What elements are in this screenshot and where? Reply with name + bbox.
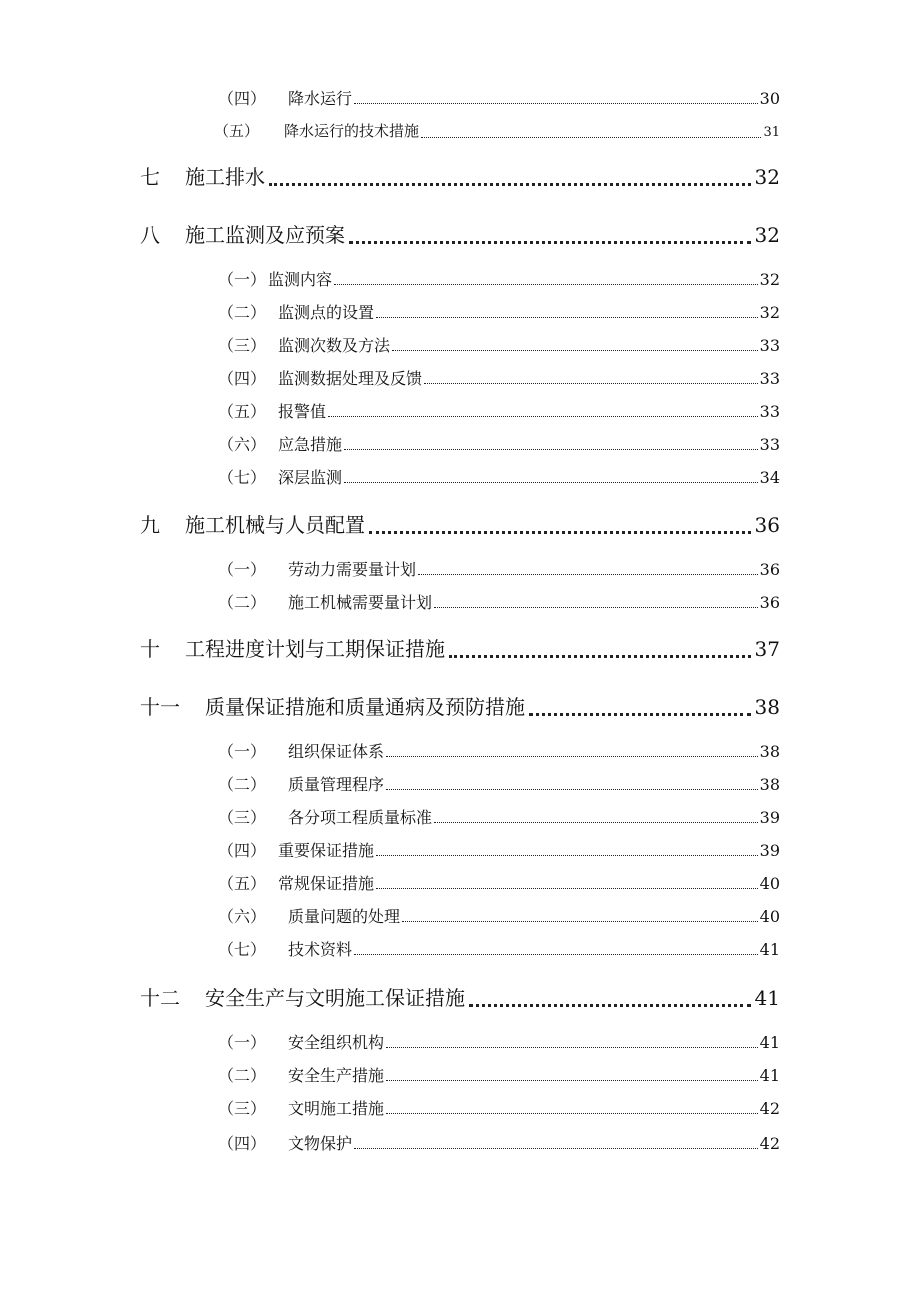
toc-entry-number: 七 <box>140 165 160 189</box>
toc-leader-dots <box>392 350 758 351</box>
toc-entry-page: 33 <box>759 369 780 388</box>
toc-entry-number: （四） <box>218 1134 267 1153</box>
toc-entry-number: （五） <box>218 874 267 893</box>
toc-entry-page: 40 <box>759 907 780 926</box>
toc-leader-dots <box>376 317 758 318</box>
toc-entry-title: 施工机械与人员配置 <box>185 513 365 537</box>
toc-entry-title: 监测内容 <box>268 270 333 289</box>
toc-entry-number: 八 <box>140 223 160 247</box>
toc-leader-dots <box>376 888 758 889</box>
toc-entry-number: （一） <box>218 270 267 289</box>
toc-leader-dots <box>418 574 758 575</box>
toc-entry[interactable] <box>140 509 780 539</box>
toc-entry-page: 41 <box>759 1066 780 1085</box>
toc-entry-page: 32 <box>759 303 780 322</box>
toc-entry-title: 质量问题的处理 <box>288 907 401 926</box>
toc-entry-title: 监测次数及方法 <box>278 336 391 355</box>
toc-entry-page: 41 <box>759 940 780 959</box>
toc-entry-number: （六） <box>218 435 267 454</box>
toc-entry-page: 33 <box>759 435 780 454</box>
toc-entry-number: （二） <box>218 1066 267 1085</box>
toc-leader-dots <box>376 855 758 856</box>
toc-entry[interactable] <box>218 1131 780 1153</box>
toc-entry-title: 常规保证措施 <box>278 874 375 893</box>
toc-leader-dots <box>369 531 751 534</box>
toc-entry[interactable] <box>218 333 780 355</box>
toc-entry-page: 36 <box>754 513 780 537</box>
toc-entry-page: 38 <box>759 775 780 794</box>
toc-entry-page: 41 <box>754 986 780 1010</box>
toc-entry[interactable] <box>214 120 780 142</box>
toc-entry-title: 监测数据处理及反馈 <box>278 369 423 388</box>
toc-entry-number: （四） <box>218 841 267 860</box>
toc-entry-page: 38 <box>759 742 780 761</box>
toc-entry[interactable] <box>218 300 780 322</box>
toc-entry[interactable] <box>140 161 780 191</box>
toc-entry[interactable] <box>218 267 780 289</box>
toc-entry-number: （三） <box>218 808 267 827</box>
toc-leader-dots <box>344 449 758 450</box>
toc-entry-title: 降水运行 <box>288 89 353 108</box>
toc-entry-number: （七） <box>218 940 267 959</box>
toc-entry-page: 30 <box>759 89 780 108</box>
toc-leader-dots <box>334 284 758 285</box>
toc-entry-page: 31 <box>763 125 780 140</box>
toc-entry-title: 安全生产措施 <box>288 1066 385 1085</box>
toc-entry-page: 42 <box>759 1099 780 1118</box>
toc-entry-page: 39 <box>759 808 780 827</box>
toc-entry-page: 33 <box>759 336 780 355</box>
toc-entry[interactable] <box>218 465 780 487</box>
toc-entry-number: （五） <box>214 122 260 140</box>
toc-entry-title: 施工机械需要量计划 <box>288 593 433 612</box>
toc-leader-dots <box>344 482 758 483</box>
toc-entry-title: 组织保证体系 <box>288 742 385 761</box>
toc-entry[interactable] <box>218 904 780 926</box>
toc-leader-dots <box>434 822 758 823</box>
toc-entry[interactable] <box>218 366 780 388</box>
toc-entry-number: （四） <box>218 369 267 388</box>
toc-entry[interactable] <box>218 432 780 454</box>
toc-entry[interactable] <box>218 739 780 761</box>
toc-leader-dots <box>421 137 761 138</box>
toc-entry-number: （二） <box>218 775 267 794</box>
toc-entry[interactable] <box>218 871 780 893</box>
toc-entry[interactable] <box>140 982 780 1012</box>
toc-leader-dots <box>529 713 751 716</box>
toc-entry-number: （三） <box>218 1099 267 1118</box>
toc-leader-dots <box>354 1148 758 1149</box>
toc-leader-dots <box>386 789 758 790</box>
toc-entry-title: 降水运行的技术措施 <box>284 122 420 140</box>
toc-entry-title: 安全组织机构 <box>288 1033 385 1052</box>
toc-leader-dots <box>386 1113 758 1114</box>
toc-entry[interactable] <box>218 1030 780 1052</box>
toc-leader-dots <box>349 241 751 244</box>
toc-entry-page: 32 <box>754 223 780 247</box>
toc-entry-title: 报警值 <box>278 402 327 421</box>
toc-entry-title: 质量管理程序 <box>288 775 385 794</box>
toc-entry[interactable] <box>140 219 780 249</box>
toc-leader-dots <box>402 921 758 922</box>
toc-leader-dots <box>469 1004 751 1007</box>
toc-entry-page: 38 <box>754 695 780 719</box>
toc-leader-dots <box>354 954 758 955</box>
toc-entry-page: 32 <box>754 165 780 189</box>
toc-entry-number: （六） <box>218 907 267 926</box>
toc-leader-dots <box>386 1047 758 1048</box>
toc-entry-number: 十二 <box>140 986 180 1010</box>
toc-entry-title: 应急措施 <box>278 435 343 454</box>
toc-leader-dots <box>354 103 758 104</box>
toc-entry-title: 技术资料 <box>288 940 353 959</box>
toc-entry[interactable] <box>140 633 780 663</box>
toc-leader-dots <box>434 607 758 608</box>
toc-entry-number: （一） <box>218 742 267 761</box>
toc-leader-dots <box>328 416 758 417</box>
toc-entry-number: （一） <box>218 560 267 579</box>
toc-entry[interactable] <box>218 937 780 959</box>
toc-leader-dots <box>449 655 751 658</box>
toc-entry[interactable] <box>218 805 780 827</box>
toc-entry-number: （二） <box>218 303 267 322</box>
toc-entry[interactable] <box>218 772 780 794</box>
toc-leader-dots <box>424 383 758 384</box>
toc-entry-number: 十 <box>140 637 160 661</box>
toc-entry-title: 施工监测及应预案 <box>185 223 345 247</box>
toc-entry-number: （三） <box>218 336 267 355</box>
toc-leader-dots <box>386 756 758 757</box>
toc-entry-title: 质量保证措施和质量通病及预防措施 <box>205 695 525 719</box>
toc-entry-page: 32 <box>759 270 780 289</box>
toc-entry-title: 工程进度计划与工期保证措施 <box>185 637 445 661</box>
toc-entry-page: 39 <box>759 841 780 860</box>
toc-entry-page: 36 <box>759 560 780 579</box>
toc-entry-page: 41 <box>759 1033 780 1052</box>
toc-entry[interactable] <box>140 691 780 721</box>
toc-entry-page: 42 <box>759 1134 780 1153</box>
toc-entry-title: 文物保护 <box>288 1134 353 1153</box>
toc-entry-number: 九 <box>140 513 160 537</box>
toc-entry-number: 十一 <box>140 695 180 719</box>
toc-entry-page: 33 <box>759 402 780 421</box>
toc-entry[interactable] <box>218 399 780 421</box>
toc-entry-title: 各分项工程质量标准 <box>288 808 433 827</box>
toc-entry-page: 40 <box>759 874 780 893</box>
toc-entry-title: 重要保证措施 <box>278 841 375 860</box>
toc-entry-number: （四） <box>218 89 267 108</box>
toc-entry-title: 监测点的设置 <box>278 303 375 322</box>
toc-entry-title: 施工排水 <box>185 165 265 189</box>
toc-entry-number: （一） <box>218 1033 267 1052</box>
toc-entry-number: （五） <box>218 402 267 421</box>
toc-entry-title: 深层监测 <box>278 468 343 487</box>
toc-entry[interactable] <box>218 838 780 860</box>
toc-entry-title: 劳动力需要量计划 <box>288 560 417 579</box>
toc-entry[interactable] <box>218 86 780 108</box>
toc-entry[interactable] <box>218 1096 780 1118</box>
toc-entry-page: 34 <box>759 468 780 487</box>
toc-entry-page: 37 <box>754 637 780 661</box>
toc-leader-dots <box>269 183 751 186</box>
toc-entry[interactable] <box>218 1063 780 1085</box>
toc-entry-page: 36 <box>759 593 780 612</box>
toc-entry-title: 安全生产与文明施工保证措施 <box>205 986 465 1010</box>
toc-entry-number: （二） <box>218 593 267 612</box>
toc-entry-number: （七） <box>218 468 267 487</box>
toc-entry-title: 文明施工措施 <box>288 1099 385 1118</box>
toc-entry[interactable] <box>218 590 780 612</box>
toc-entry[interactable] <box>218 557 780 579</box>
toc-leader-dots <box>386 1080 758 1081</box>
